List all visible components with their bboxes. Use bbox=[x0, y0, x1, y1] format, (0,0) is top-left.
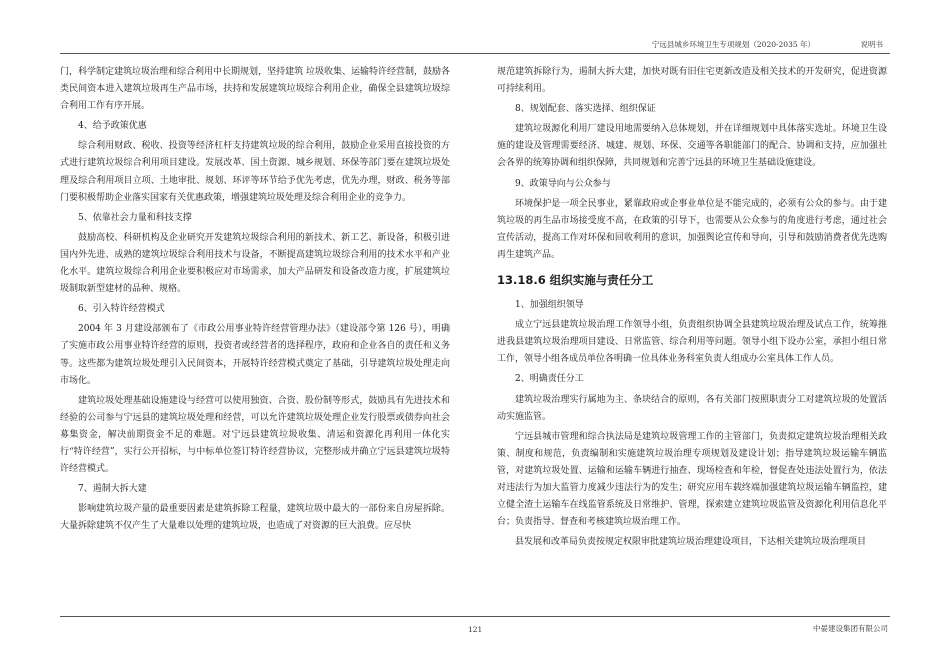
section-title: 13.18.6 组织实施与责任分工 bbox=[497, 273, 654, 288]
paragraph-4: 综合利用财政、税收、投资等经济杠杆支持建筑垃圾的综合利用，鼓励企业采用直接投资的方式进行建筑垃圾综合利用项目建设。发展改革、国土资源、城乡规划、环保等部门要在建筑垃圾处理及综合利用项目立项、土地审批、规划、环评等环节给予优先考虑，优先办理，财政、税务等部门要积极帮助企业落实国家有关优惠政策，增强建筑垃圾处理及综合利用企业的竞争力。 bbox=[60, 141, 450, 203]
paragraph-s1: 成立宁远县建筑垃圾治理工作领导小组，负责组织协调全县建筑垃圾治理及试点工作，统筹推进我县建筑垃圾治理项目建设、日常监管、综合利用等问题。领导小组下设办公室，承担小组日常工作，领导小组各成员单位各明确一位具体业务科室负责人组成办公室具体工作人员。 bbox=[497, 320, 887, 365]
paragraph-s2b: 宁远县城市管理和综合执法局是建筑垃圾管理工作的主管部门，负责拟定建筑垃圾治理相关政策、制度和规范，负责编制和实施建筑垃圾治理专项规划及建设计划；指导建筑垃圾运输车辆监管，对建筑垃圾处置、运输和运输车辆进行抽查、现场检查和年检，督促查处违法处置行为，依法对违法行为加大监管力度减少违法行为的发生；研究应用车载终端加强建筑垃圾运输车辆监控，建立健全渣土运输车在线监管系统及日常维护、管理，探索建立建筑垃圾监管及资源化利用信息化平台；负责指导、督查和考核建筑垃圾治理工作。 bbox=[497, 431, 887, 528]
paragraph-continued: 规范建筑拆除行为，遏制大拆大建，加快对既有旧住宅更新改造及相关技术的开发研究，促进资源可持续利用。 bbox=[497, 67, 887, 95]
subsection-heading-2: 2、明确责任分工 bbox=[515, 374, 584, 385]
header-doc-label: 说明书 bbox=[860, 40, 883, 49]
right-column bbox=[497, 64, 887, 554]
subsection-heading-1: 1、加强组织领导 bbox=[515, 300, 584, 311]
footer-rule bbox=[60, 616, 890, 617]
paragraph-s2c: 县发展和改革局负责按规定权限审批建筑垃圾治理建设项目，下达相关建筑垃圾治理项目 bbox=[515, 537, 867, 548]
item-heading-7: 7、遏制大拆大建 bbox=[78, 484, 147, 495]
paragraph-9: 环境保护是一项全民事业，紧靠政府或企事业单位是不能完成的，必须有公众的参与。由于建筑垃圾的再生品市场接受度不高，在政策的引导下，也需要从公众参与的角度进行考虑，通过社会宣传活动，提高工作对环保和回收利用的意识，加强舆论宣传和导向，引导和鼓励消费者优先选购再生建筑产品。 bbox=[497, 198, 887, 260]
item-heading-4: 4、给予政策优惠 bbox=[78, 121, 147, 132]
company-name: 中晏建设集团有限公司 bbox=[813, 624, 888, 633]
paragraph-7: 影响建筑垃圾产量的最重要因素是建筑拆除工程量，建筑垃圾中最大的一部份来自房屋拆除。大量拆除建筑不仅产生了大量难以处理的建筑垃圾，也造成了对资源的巨大浪费。应尽快 bbox=[60, 504, 450, 532]
paragraph-intro: 门，科学制定建筑垃圾治理和综合利用中长期规划，坚持建筑 垃圾收集、运输特许经营制，鼓励各类民间资本进入建筑垃圾再生产品市场，扶持和发展建筑垃圾综合利用企业，确保全县建筑垃圾综合利用工作有序开展。 bbox=[60, 67, 450, 112]
item-heading-9: 9、政策导向与公众参与 bbox=[515, 178, 611, 189]
header-rule bbox=[60, 53, 890, 54]
item-heading-6: 6、引入特许经营模式 bbox=[78, 304, 165, 315]
item-heading-5: 5、依靠社会力量和科技支撑 bbox=[78, 212, 192, 223]
item-heading-8: 8、规划配套、落实选择、组织保证 bbox=[515, 104, 656, 115]
page-number: 121 bbox=[468, 625, 483, 634]
paragraph-6a: 2004 年 3 月建设部颁布了《市政公用事业特许经营管理办法》（建设部令第 126 号），明确了实施市政公用事业特许经营的原则，投资者或经营者的选择程序，政府和企业各自的责任和义务等。这些都为建筑垃圾处理引入民间资本，开展特许经营模式奠定了基础，引导建筑垃圾处理走向市场化。 bbox=[60, 324, 450, 386]
paragraph-8: 建筑垃圾源化利用厂建设用地需要纳入总体规划，并在详细规划中具体落实选址。环境卫生设施的建设及管理需要经济、城建、规划、环保、交通等各职能部门的配合、协调和支持，应加强社会各界的统筹协调和组织保障，共同规划和完善宁远县的环境卫生基础设施建设。 bbox=[497, 124, 887, 169]
header-title: 宁远县城乡环境卫生专项规划（2020-2035 年） bbox=[651, 40, 815, 49]
paragraph-6b: 建筑垃圾处理基础设施建设与经营可以使用独资、合资、股份制等形式，鼓励具有先进技术和经验的公司参与宁远县的建筑垃圾处理和经营，可以允许建筑垃圾处理企业发行股票或债券向社会募集资金，解决前期资金不足的难题。对宁远县建筑垃圾收集、清运和资源化再利用一体化实行“特许经营”，实行公开招标，与中标单位签订特许经营协议，完整形成并确立宁远县建筑垃圾特许经营模式。 bbox=[60, 395, 450, 475]
paragraph-s2a: 建筑垃圾治理实行属地为主、条块结合的原则，各有关部门按照职责分工对建筑垃圾的处置活动实施监管。 bbox=[497, 394, 887, 422]
left-column bbox=[60, 64, 450, 538]
paragraph-5: 鼓励高校、科研机构及企业研究开发建筑垃圾综合利用的新技术、新工艺、新设备，积极引进国内外先进、成熟的建筑垃圾综合利用技术与设备，不断提高建筑垃圾综合利用的技术水平和产业化水平。建筑垃圾综合利用企业要积极应对市场需求，加大产品研发和设备改造力度，扩展建筑垃圾制取新型建材的品种、规格。 bbox=[60, 232, 450, 295]
